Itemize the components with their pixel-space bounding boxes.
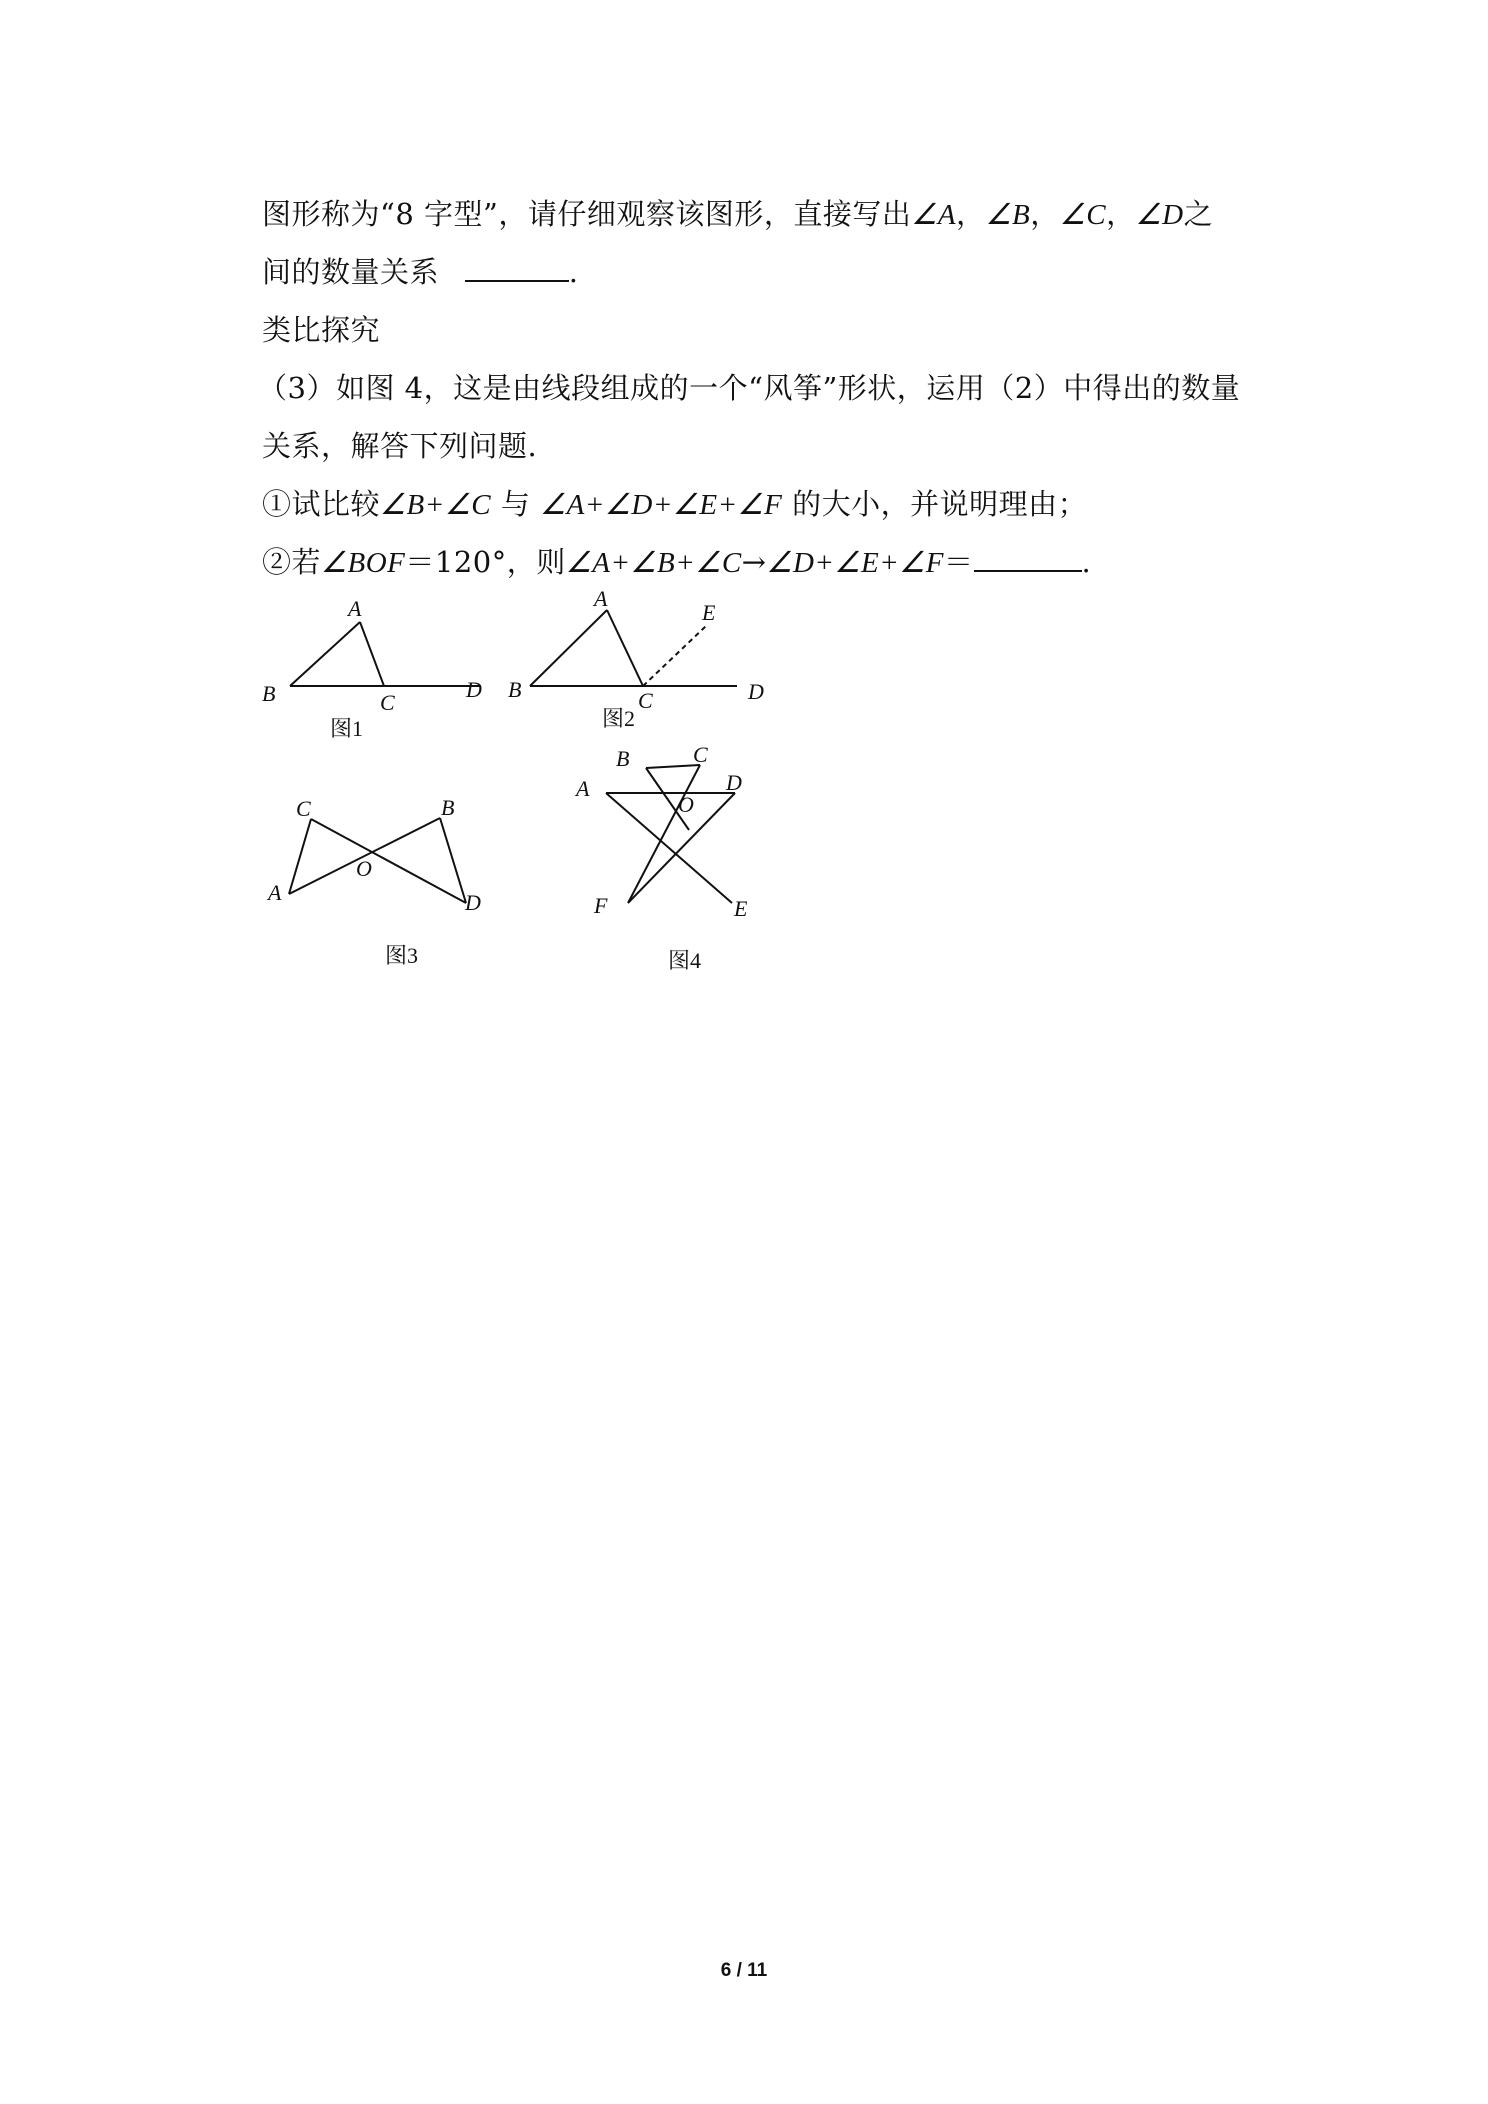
fig3-label-o: O: [356, 856, 372, 881]
fig2-label-c: C: [638, 688, 653, 713]
figure-1-lines: [290, 622, 481, 686]
fig4-label-a: A: [576, 776, 590, 801]
fig4-label-o: O: [678, 792, 694, 817]
equals: ＝: [944, 545, 974, 579]
fig2-label-b: B: [508, 677, 522, 702]
arrow-glyph: →: [741, 545, 767, 579]
heading-text: 类比探究: [262, 313, 381, 347]
comma: ，: [1106, 197, 1136, 231]
fig2-label-a: A: [594, 586, 608, 611]
figure-3-lines: [289, 818, 466, 903]
fig3-caption: 图3: [385, 943, 419, 968]
fig1-label-a: A: [348, 596, 362, 621]
angle-b: ∠B: [985, 199, 1031, 231]
angle-d: ∠D: [1135, 199, 1184, 231]
fig2-label-e: E: [702, 600, 716, 625]
fig3-label-b: B: [441, 795, 455, 820]
question-3-text-cont: 关系，解答下列问题.: [262, 429, 538, 463]
fig4-label-f: F: [594, 893, 608, 918]
fig3-label-d: D: [465, 890, 481, 915]
fig3-label-a: A: [268, 880, 282, 905]
fig1-label-b: B: [262, 681, 276, 706]
item-1-marker: ①: [262, 487, 292, 521]
fig4-label-d: D: [726, 770, 742, 795]
line2-text: 间的数量关系: [262, 255, 440, 289]
expr-d-e-f: ∠D+∠E+∠F: [766, 547, 944, 579]
page-number: 6 / 11: [720, 1960, 768, 1981]
fig1-caption: 图1: [330, 716, 364, 741]
angle-c: ∠C: [1059, 199, 1107, 231]
comma: ，: [956, 197, 986, 231]
fig3-label-c: C: [296, 796, 311, 821]
line1-text: 图形称为“8 字型”，请仔细观察该图形，直接写出: [262, 197, 912, 231]
fig4-label-e: E: [734, 896, 748, 921]
figure-4-lines: [606, 765, 735, 903]
line1-end: 之: [1183, 197, 1214, 231]
expr-a-d-e-f: ∠A+∠D+∠E+∠F: [540, 489, 783, 521]
fig2-label-d: D: [748, 679, 764, 704]
item-1-end: 的大小，并说明理由；: [792, 487, 1088, 521]
item-1-text: 试比较: [291, 487, 381, 521]
item-2-marker: ②: [262, 545, 292, 579]
line2-period: .: [568, 255, 579, 289]
angle-a: ∠A: [911, 199, 957, 231]
fig1-label-c: C: [380, 690, 395, 715]
item-2-text: 若: [291, 545, 322, 579]
fig2-caption: 图2: [602, 706, 636, 731]
line7-period: .: [1081, 545, 1092, 579]
fig4-caption: 图4: [668, 948, 702, 973]
expr-b-plus-c: ∠B+∠C: [380, 489, 492, 521]
comma: ，: [1030, 197, 1060, 231]
fig1-label-d: D: [466, 677, 482, 702]
angle-bof: ∠BOF: [321, 547, 406, 579]
item-1-mid: 与: [500, 487, 531, 521]
fig4-label-c: C: [693, 742, 708, 767]
question-3-text: （3）如图 4，这是由线段组成的一个“风筝”形状，运用（2）中得出的数量: [258, 371, 1241, 405]
fig4-label-b: B: [616, 746, 630, 771]
item-2-value: ＝120°，则: [405, 545, 566, 579]
expr-a-b-c: ∠A+∠B+∠C: [565, 547, 742, 579]
